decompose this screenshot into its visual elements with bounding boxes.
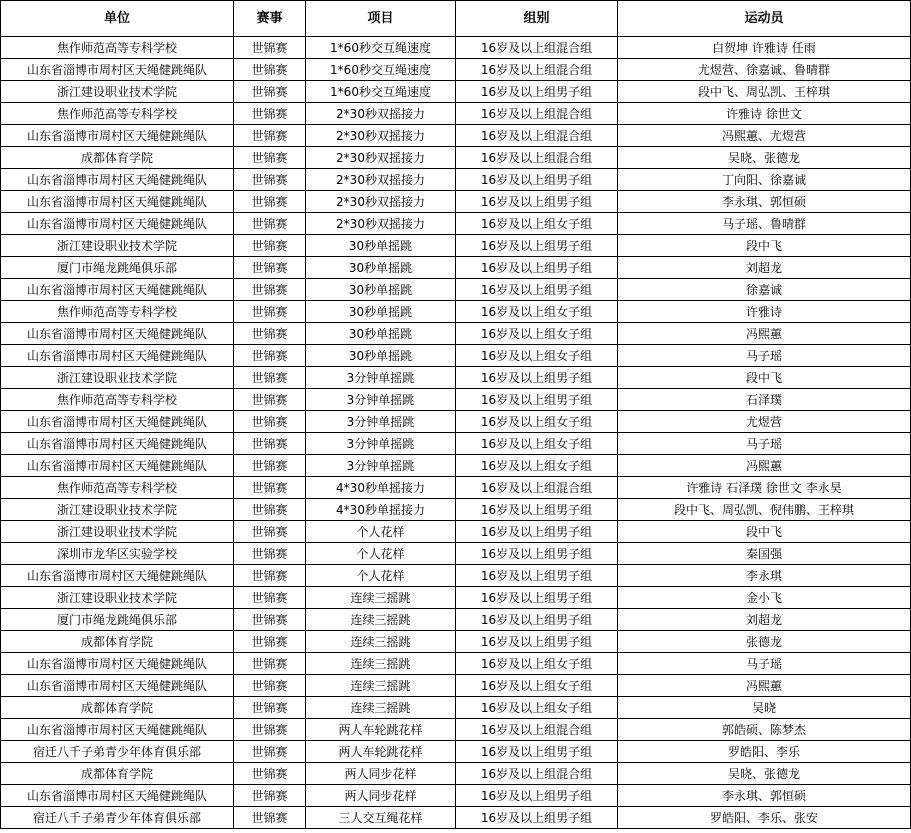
cell-item: 两人同步花样 [306, 763, 456, 785]
table-row [1, 433, 911, 455]
cell-item: 30秒单摇跳 [306, 323, 456, 345]
cell-athletes: 刘超龙 [618, 609, 911, 631]
cell-group: 16岁及以上组混合组 [456, 37, 618, 59]
table-row [1, 697, 911, 719]
cell-event: 世锦赛 [234, 169, 306, 191]
cell-unit: 山东省淄博市周村区天绳健跳绳队 [1, 411, 234, 433]
table-row [1, 169, 911, 191]
cell-athletes: 李永琪 [618, 565, 911, 587]
cell-event: 世锦赛 [234, 543, 306, 565]
table-row [1, 631, 911, 653]
cell-athletes: 张德龙 [618, 631, 911, 653]
cell-group: 16岁及以上组男子组 [456, 499, 618, 521]
header-unit: 单位 [1, 1, 234, 37]
cell-event: 世锦赛 [234, 653, 306, 675]
cell-item: 3分钟单摇跳 [306, 367, 456, 389]
table-row [1, 81, 911, 103]
cell-athletes: 尤煜营 [618, 411, 911, 433]
cell-athletes: 冯熙蕙、尤煜营 [618, 125, 911, 147]
cell-item: 30秒单摇跳 [306, 345, 456, 367]
table-row [1, 411, 911, 433]
cell-item: 两人车轮跳花样 [306, 719, 456, 741]
cell-group: 16岁及以上组男子组 [456, 279, 618, 301]
table-row [1, 807, 911, 829]
cell-event: 世锦赛 [234, 763, 306, 785]
cell-unit: 山东省淄博市周村区天绳健跳绳队 [1, 433, 234, 455]
cell-event: 世锦赛 [234, 235, 306, 257]
cell-athletes: 冯熙蕙 [618, 323, 911, 345]
cell-unit: 浙江建设职业技术学院 [1, 81, 234, 103]
cell-athletes: 郭皓硕、陈梦杰 [618, 719, 911, 741]
cell-group: 16岁及以上组男子组 [456, 543, 618, 565]
cell-item: 2*30秒双摇接力 [306, 191, 456, 213]
cell-unit: 山东省淄博市周村区天绳健跳绳队 [1, 191, 234, 213]
header-athletes: 运动员 [618, 1, 911, 37]
cell-group: 16岁及以上组男子组 [456, 565, 618, 587]
cell-unit: 宿迁八千子弟青少年体育俱乐部 [1, 741, 234, 763]
cell-group: 16岁及以上组女子组 [456, 653, 618, 675]
cell-unit: 焦作师范高等专科学校 [1, 37, 234, 59]
cell-event: 世锦赛 [234, 477, 306, 499]
cell-event: 世锦赛 [234, 81, 306, 103]
cell-athletes: 白贺坤 许雅诗 任雨 [618, 37, 911, 59]
cell-event: 世锦赛 [234, 807, 306, 829]
cell-item: 30秒单摇跳 [306, 235, 456, 257]
table-row [1, 213, 911, 235]
table-row [1, 609, 911, 631]
cell-event: 世锦赛 [234, 741, 306, 763]
cell-item: 2*30秒双摇接力 [306, 213, 456, 235]
cell-unit: 浙江建设职业技术学院 [1, 499, 234, 521]
cell-item: 1*60秒交互绳速度 [306, 37, 456, 59]
cell-athletes: 段中飞 [618, 235, 911, 257]
cell-group: 16岁及以上组男子组 [456, 169, 618, 191]
cell-event: 世锦赛 [234, 433, 306, 455]
table-row [1, 455, 911, 477]
cell-event: 世锦赛 [234, 257, 306, 279]
cell-unit: 深圳市龙华区实验学校 [1, 543, 234, 565]
cell-event: 世锦赛 [234, 213, 306, 235]
table-body [1, 37, 911, 829]
table-row [1, 499, 911, 521]
cell-group: 16岁及以上组男子组 [456, 81, 618, 103]
cell-athletes: 许雅诗 石泽璞 徐世文 李永昊 [618, 477, 911, 499]
table-row [1, 653, 911, 675]
cell-athletes: 冯熙蕙 [618, 455, 911, 477]
cell-group: 16岁及以上组女子组 [456, 323, 618, 345]
table-row [1, 59, 911, 81]
cell-event: 世锦赛 [234, 367, 306, 389]
cell-group: 16岁及以上组男子组 [456, 609, 618, 631]
cell-athletes: 马子瑶 [618, 653, 911, 675]
table-row [1, 301, 911, 323]
cell-athletes: 段中飞、周弘凯、王梓琪 [618, 81, 911, 103]
cell-group: 16岁及以上组女子组 [456, 697, 618, 719]
table-row [1, 675, 911, 697]
cell-unit: 山东省淄博市周村区天绳健跳绳队 [1, 785, 234, 807]
table-row [1, 367, 911, 389]
table-row [1, 521, 911, 543]
cell-group: 16岁及以上组女子组 [456, 411, 618, 433]
cell-event: 世锦赛 [234, 609, 306, 631]
cell-unit: 成都体育学院 [1, 631, 234, 653]
header-group: 组别 [456, 1, 618, 37]
cell-item: 2*30秒双摇接力 [306, 169, 456, 191]
cell-athletes: 李永琪、郭恒硕 [618, 191, 911, 213]
cell-item: 3分钟单摇跳 [306, 389, 456, 411]
cell-group: 16岁及以上组女子组 [456, 345, 618, 367]
cell-unit: 成都体育学院 [1, 763, 234, 785]
cell-item: 连续三摇跳 [306, 631, 456, 653]
cell-event: 世锦赛 [234, 125, 306, 147]
cell-athletes: 许雅诗 徐世文 [618, 103, 911, 125]
cell-item: 1*60秒交互绳速度 [306, 59, 456, 81]
cell-group: 16岁及以上组女子组 [456, 675, 618, 697]
cell-unit: 山东省淄博市周村区天绳健跳绳队 [1, 565, 234, 587]
cell-unit: 浙江建设职业技术学院 [1, 521, 234, 543]
cell-event: 世锦赛 [234, 345, 306, 367]
cell-event: 世锦赛 [234, 323, 306, 345]
cell-group: 16岁及以上组混合组 [456, 763, 618, 785]
cell-group: 16岁及以上组男子组 [456, 521, 618, 543]
cell-event: 世锦赛 [234, 389, 306, 411]
cell-group: 16岁及以上组女子组 [456, 455, 618, 477]
cell-unit: 山东省淄博市周村区天绳健跳绳队 [1, 455, 234, 477]
table-row [1, 785, 911, 807]
table-row [1, 279, 911, 301]
cell-group: 16岁及以上组混合组 [456, 147, 618, 169]
cell-unit: 山东省淄博市周村区天绳健跳绳队 [1, 653, 234, 675]
cell-group: 16岁及以上组混合组 [456, 477, 618, 499]
header-row [1, 1, 911, 37]
cell-group: 16岁及以上组女子组 [456, 433, 618, 455]
cell-item: 连续三摇跳 [306, 653, 456, 675]
table-row [1, 37, 911, 59]
cell-item: 个人花样 [306, 543, 456, 565]
cell-event: 世锦赛 [234, 279, 306, 301]
cell-item: 2*30秒双摇接力 [306, 103, 456, 125]
cell-group: 16岁及以上组混合组 [456, 125, 618, 147]
cell-athletes: 刘超龙 [618, 257, 911, 279]
cell-event: 世锦赛 [234, 147, 306, 169]
cell-athletes: 石泽璞 [618, 389, 911, 411]
cell-athletes: 吴晓 [618, 697, 911, 719]
cell-athletes: 段中飞 [618, 521, 911, 543]
cell-item: 3分钟单摇跳 [306, 455, 456, 477]
cell-event: 世锦赛 [234, 675, 306, 697]
cell-athletes: 尤煜营、徐嘉诚、鲁晴群 [618, 59, 911, 81]
table-row [1, 103, 911, 125]
cell-group: 16岁及以上组男子组 [456, 631, 618, 653]
cell-unit: 山东省淄博市周村区天绳健跳绳队 [1, 279, 234, 301]
cell-item: 连续三摇跳 [306, 697, 456, 719]
cell-group: 16岁及以上组男子组 [456, 235, 618, 257]
table-row [1, 147, 911, 169]
cell-athletes: 罗皓阳、李乐、张安 [618, 807, 911, 829]
table-row [1, 719, 911, 741]
cell-item: 个人花样 [306, 521, 456, 543]
cell-athletes: 段中飞 [618, 367, 911, 389]
cell-athletes: 罗皓阳、李乐 [618, 741, 911, 763]
cell-unit: 浙江建设职业技术学院 [1, 235, 234, 257]
cell-unit: 山东省淄博市周村区天绳健跳绳队 [1, 213, 234, 235]
cell-group: 16岁及以上组男子组 [456, 587, 618, 609]
cell-group: 16岁及以上组混合组 [456, 59, 618, 81]
cell-item: 1*60秒交互绳速度 [306, 81, 456, 103]
cell-event: 世锦赛 [234, 719, 306, 741]
table-row [1, 191, 911, 213]
cell-item: 2*30秒双摇接力 [306, 147, 456, 169]
cell-group: 16岁及以上组男子组 [456, 367, 618, 389]
cell-event: 世锦赛 [234, 411, 306, 433]
cell-item: 4*30秒单摇接力 [306, 499, 456, 521]
cell-unit: 山东省淄博市周村区天绳健跳绳队 [1, 125, 234, 147]
cell-unit: 山东省淄博市周村区天绳健跳绳队 [1, 719, 234, 741]
table-row [1, 323, 911, 345]
cell-athletes: 马子瑶、鲁晴群 [618, 213, 911, 235]
table-row [1, 257, 911, 279]
cell-unit: 厦门市绳龙跳绳俱乐部 [1, 257, 234, 279]
cell-event: 世锦赛 [234, 455, 306, 477]
cell-group: 16岁及以上组男子组 [456, 191, 618, 213]
cell-event: 世锦赛 [234, 499, 306, 521]
cell-item: 30秒单摇跳 [306, 257, 456, 279]
cell-unit: 焦作师范高等专科学校 [1, 477, 234, 499]
cell-item: 30秒单摇跳 [306, 279, 456, 301]
cell-item: 4*30秒单摇接力 [306, 477, 456, 499]
cell-unit: 山东省淄博市周村区天绳健跳绳队 [1, 323, 234, 345]
cell-group: 16岁及以上组混合组 [456, 719, 618, 741]
table-row [1, 763, 911, 785]
cell-item: 2*30秒双摇接力 [306, 125, 456, 147]
cell-unit: 焦作师范高等专科学校 [1, 301, 234, 323]
table-row [1, 565, 911, 587]
table-row [1, 345, 911, 367]
cell-unit: 成都体育学院 [1, 147, 234, 169]
cell-group: 16岁及以上组男子组 [456, 785, 618, 807]
cell-group: 16岁及以上组男子组 [456, 389, 618, 411]
cell-event: 世锦赛 [234, 565, 306, 587]
cell-unit: 山东省淄博市周村区天绳健跳绳队 [1, 345, 234, 367]
cell-athletes: 徐嘉诚 [618, 279, 911, 301]
table-row [1, 543, 911, 565]
cell-athletes: 吴晓、张德龙 [618, 147, 911, 169]
cell-athletes: 丁向阳、徐嘉诚 [618, 169, 911, 191]
cell-item: 连续三摇跳 [306, 675, 456, 697]
header-item: 项目 [306, 1, 456, 37]
cell-group: 16岁及以上组女子组 [456, 213, 618, 235]
cell-athletes: 吴晓、张德龙 [618, 763, 911, 785]
cell-event: 世锦赛 [234, 301, 306, 323]
cell-item: 连续三摇跳 [306, 587, 456, 609]
cell-event: 世锦赛 [234, 785, 306, 807]
cell-unit: 浙江建设职业技术学院 [1, 367, 234, 389]
header-event: 赛事 [234, 1, 306, 37]
cell-unit: 焦作师范高等专科学校 [1, 103, 234, 125]
cell-group: 16岁及以上组男子组 [456, 807, 618, 829]
cell-event: 世锦赛 [234, 631, 306, 653]
table-row [1, 389, 911, 411]
table-row [1, 125, 911, 147]
cell-unit: 宿迁八千子弟青少年体育俱乐部 [1, 807, 234, 829]
cell-event: 世锦赛 [234, 59, 306, 81]
cell-event: 世锦赛 [234, 103, 306, 125]
cell-athletes: 段中飞、周弘凯、倪伟鹏、王梓琪 [618, 499, 911, 521]
cell-item: 两人车轮跳花样 [306, 741, 456, 763]
cell-athletes: 金小飞 [618, 587, 911, 609]
cell-event: 世锦赛 [234, 697, 306, 719]
cell-athletes: 许雅诗 [618, 301, 911, 323]
cell-unit: 浙江建设职业技术学院 [1, 587, 234, 609]
cell-event: 世锦赛 [234, 191, 306, 213]
cell-event: 世锦赛 [234, 521, 306, 543]
cell-unit: 焦作师范高等专科学校 [1, 389, 234, 411]
cell-item: 连续三摇跳 [306, 609, 456, 631]
cell-unit: 山东省淄博市周村区天绳健跳绳队 [1, 59, 234, 81]
cell-unit: 山东省淄博市周村区天绳健跳绳队 [1, 169, 234, 191]
table-row [1, 235, 911, 257]
table-row [1, 587, 911, 609]
cell-athletes: 冯熙蕙 [618, 675, 911, 697]
cell-group: 16岁及以上组男子组 [456, 741, 618, 763]
cell-athletes: 马子瑶 [618, 345, 911, 367]
cell-group: 16岁及以上组男子组 [456, 257, 618, 279]
cell-unit: 成都体育学院 [1, 697, 234, 719]
cell-group: 16岁及以上组混合组 [456, 103, 618, 125]
cell-item: 30秒单摇跳 [306, 301, 456, 323]
cell-athletes: 李永琪、郭恒硕 [618, 785, 911, 807]
cell-unit: 厦门市绳龙跳绳俱乐部 [1, 609, 234, 631]
cell-item: 个人花样 [306, 565, 456, 587]
cell-item: 两人同步花样 [306, 785, 456, 807]
cell-event: 世锦赛 [234, 587, 306, 609]
cell-athletes: 秦国强 [618, 543, 911, 565]
cell-unit: 山东省淄博市周村区天绳健跳绳队 [1, 675, 234, 697]
cell-item: 3分钟单摇跳 [306, 411, 456, 433]
cell-item: 三人交互绳花样 [306, 807, 456, 829]
cell-group: 16岁及以上组女子组 [456, 301, 618, 323]
table-row [1, 741, 911, 763]
cell-event: 世锦赛 [234, 37, 306, 59]
cell-item: 3分钟单摇跳 [306, 433, 456, 455]
table-row [1, 477, 911, 499]
cell-athletes: 马子瑶 [618, 433, 911, 455]
